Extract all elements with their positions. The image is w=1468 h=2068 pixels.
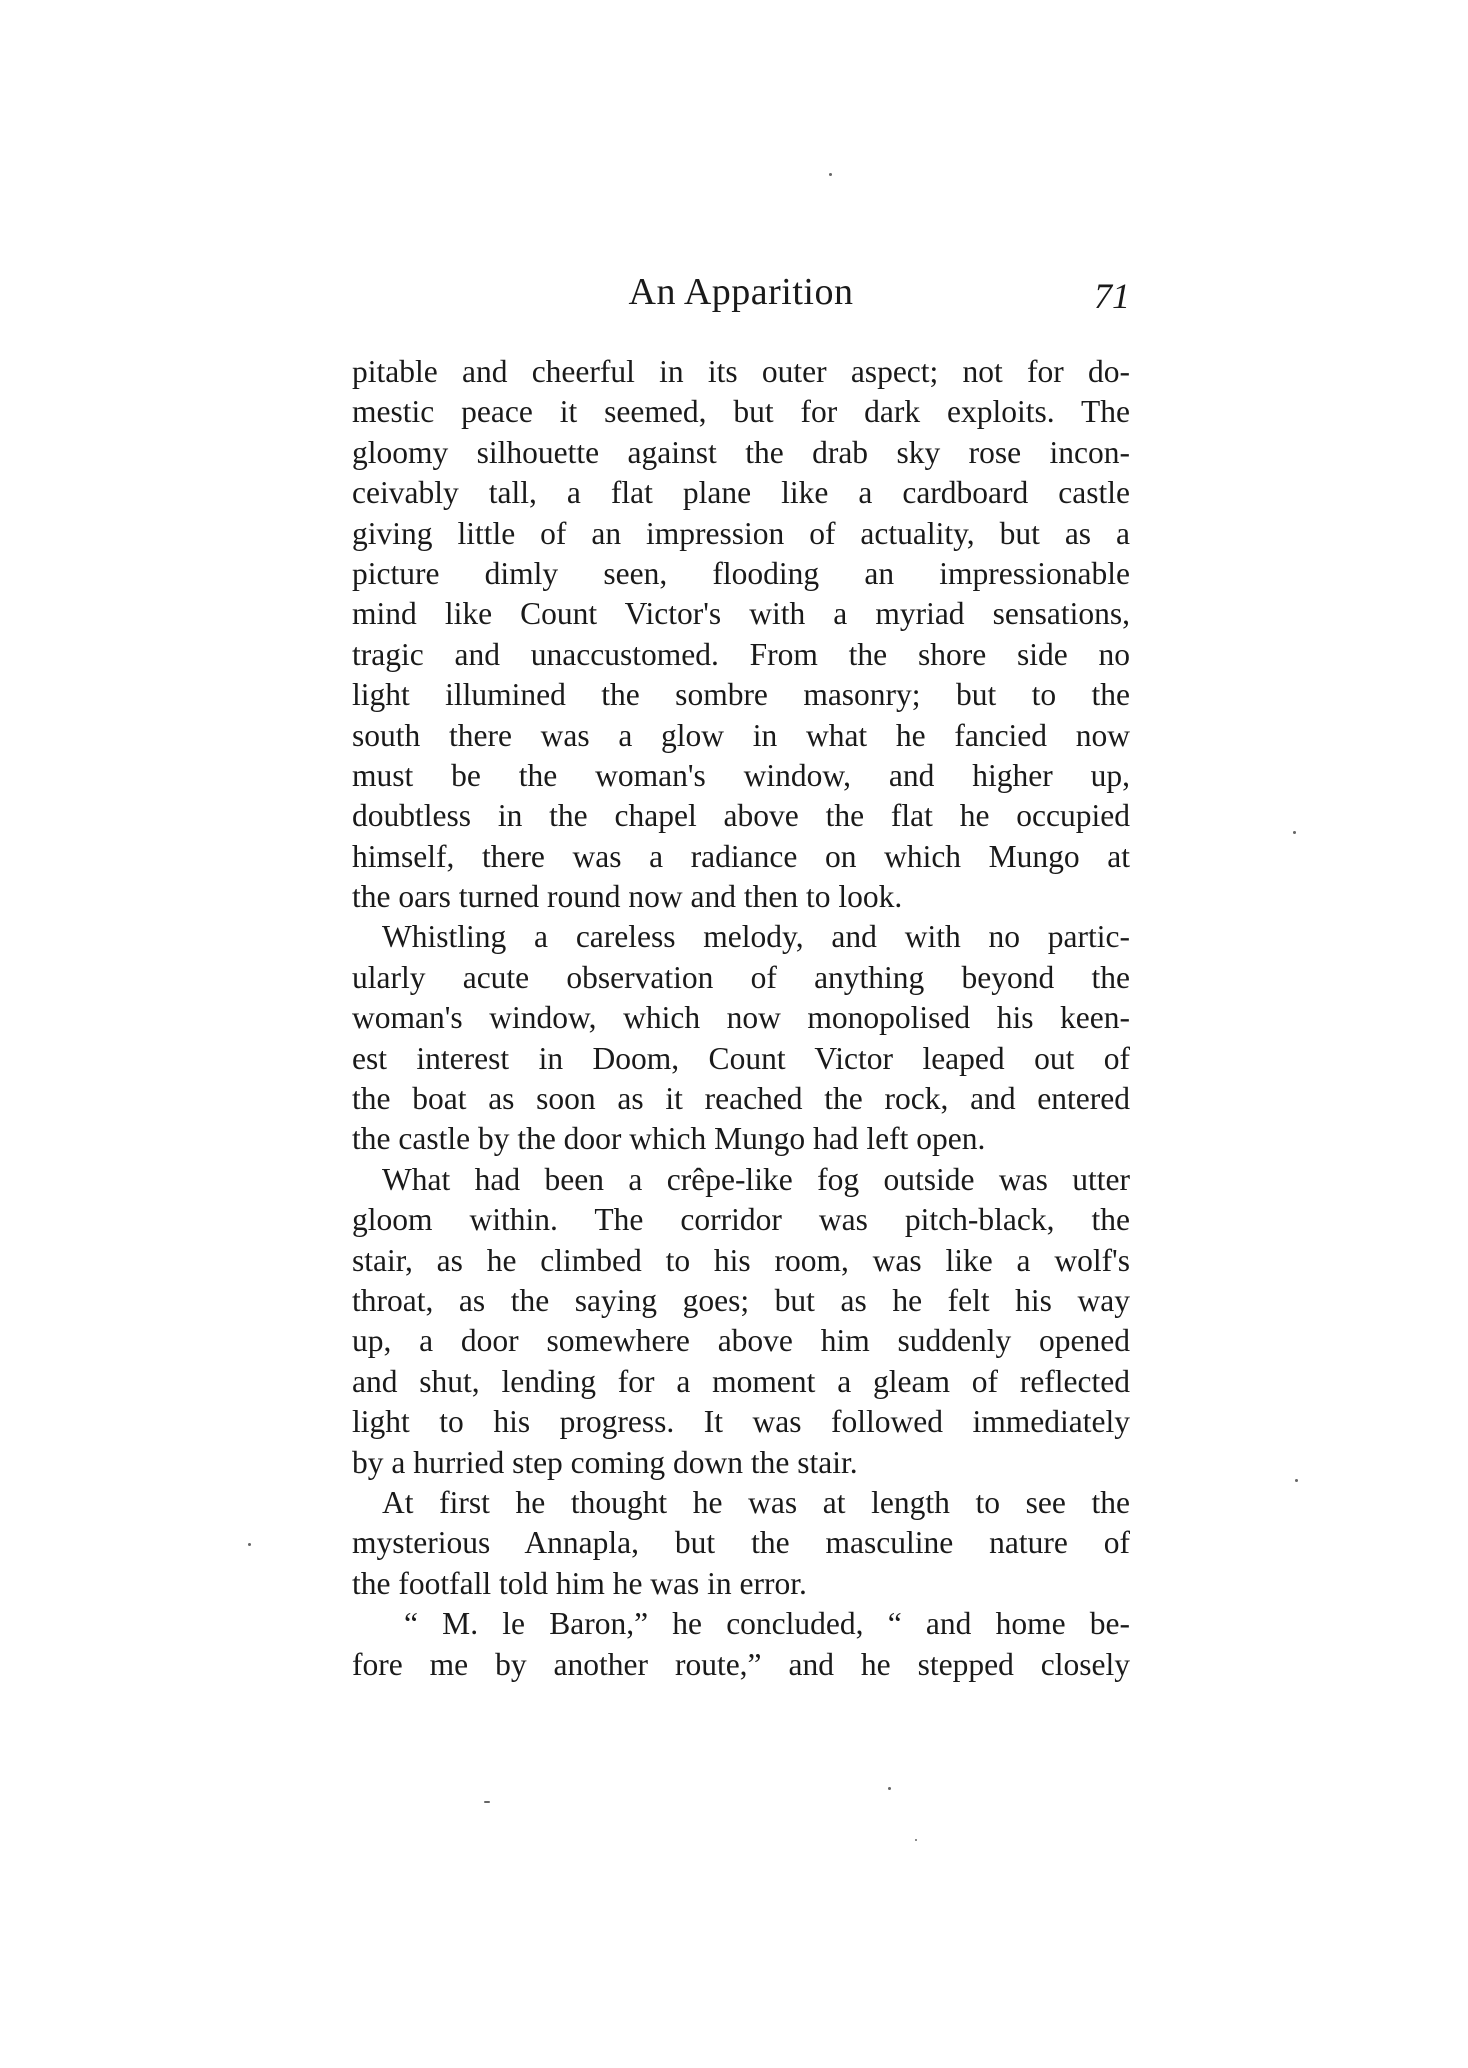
- text-line: light to his progress. It was followed immediately: [352, 1404, 1130, 1440]
- text-line: est interest in Doom, Count Victor leaped out of: [352, 1040, 1130, 1076]
- text-line: must be the woman's window, and higher up,: [352, 757, 1130, 793]
- text-line: himself, there was a radiance on which Mungo at: [352, 838, 1130, 874]
- text-line: the footfall told him he was in error.: [352, 1565, 807, 1601]
- text-line: gloomy silhouette against the drab sky rose incon-: [352, 434, 1130, 470]
- scan-speck: [1293, 831, 1296, 834]
- text-line: light illumined the sombre masonry; but to the: [352, 677, 1130, 713]
- text-line: giving little of an impression of actuality, but as a: [352, 515, 1130, 551]
- text-line: the oars turned round now and then to look.: [352, 879, 903, 915]
- scan-speck: [248, 1543, 251, 1546]
- body-text: [352, 352, 1130, 1685]
- text-line: “ M. le Baron,” he concluded, “ and home be-: [404, 1606, 1130, 1642]
- text-line: What had been a crêpe-like fog outside was utter: [382, 1161, 1130, 1197]
- text-line: fore me by another route,” and he stepped closely: [352, 1646, 1130, 1682]
- text-line: woman's window, which now monopolised his keen-: [352, 1000, 1130, 1036]
- text-line: south there was a glow in what he fancied now: [352, 717, 1130, 753]
- text-line: ceivably tall, a flat plane like a cardboard castle: [352, 475, 1130, 511]
- text-line: mind like Count Victor's with a myriad sensations,: [352, 596, 1130, 632]
- text-line: up, a door somewhere above him suddenly opened: [352, 1323, 1130, 1359]
- text-line: At first he thought he was at length to see the: [382, 1484, 1130, 1520]
- scan-speck: [888, 1787, 891, 1790]
- text-line: the castle by the door which Mungo had left open.: [352, 1121, 986, 1157]
- text-line: gloom within. The corridor was pitch-black, the: [352, 1202, 1130, 1238]
- page-number: 71: [1094, 276, 1130, 316]
- running-title: An Apparition: [628, 271, 854, 313]
- text-line: stair, as he climbed to his room, was like a wolf's: [352, 1242, 1130, 1278]
- scan-speck: [829, 173, 832, 176]
- text-line: picture dimly seen, flooding an impressionable: [352, 555, 1130, 591]
- text-line: tragic and unaccustomed. From the shore side no: [352, 636, 1130, 672]
- scan-speck: [915, 1839, 917, 1841]
- text-line: by a hurried step coming down the stair.: [352, 1444, 858, 1480]
- text-line: mysterious Annapla, but the masculine nature of: [352, 1525, 1130, 1561]
- text-line: throat, as the saying goes; but as he felt his way: [352, 1282, 1130, 1318]
- scan-speck: [484, 1801, 490, 1803]
- text-line: pitable and cheerful in its outer aspect; not for do-: [352, 354, 1130, 389]
- text-line: ularly acute observation of anything beyond the: [352, 959, 1130, 995]
- text-line: mestic peace it seemed, but for dark exploits. The: [352, 394, 1130, 430]
- text-line: the boat as soon as it reached the rock, and entered: [352, 1081, 1130, 1117]
- text-line: and shut, lending for a moment a gleam of reflected: [352, 1363, 1130, 1399]
- text-line: Whistling a careless melody, and with no partic-: [382, 919, 1130, 955]
- running-head: [352, 268, 1130, 328]
- scan-speck: [1295, 1479, 1298, 1482]
- text-line: doubtless in the chapel above the flat he occupied: [352, 798, 1130, 834]
